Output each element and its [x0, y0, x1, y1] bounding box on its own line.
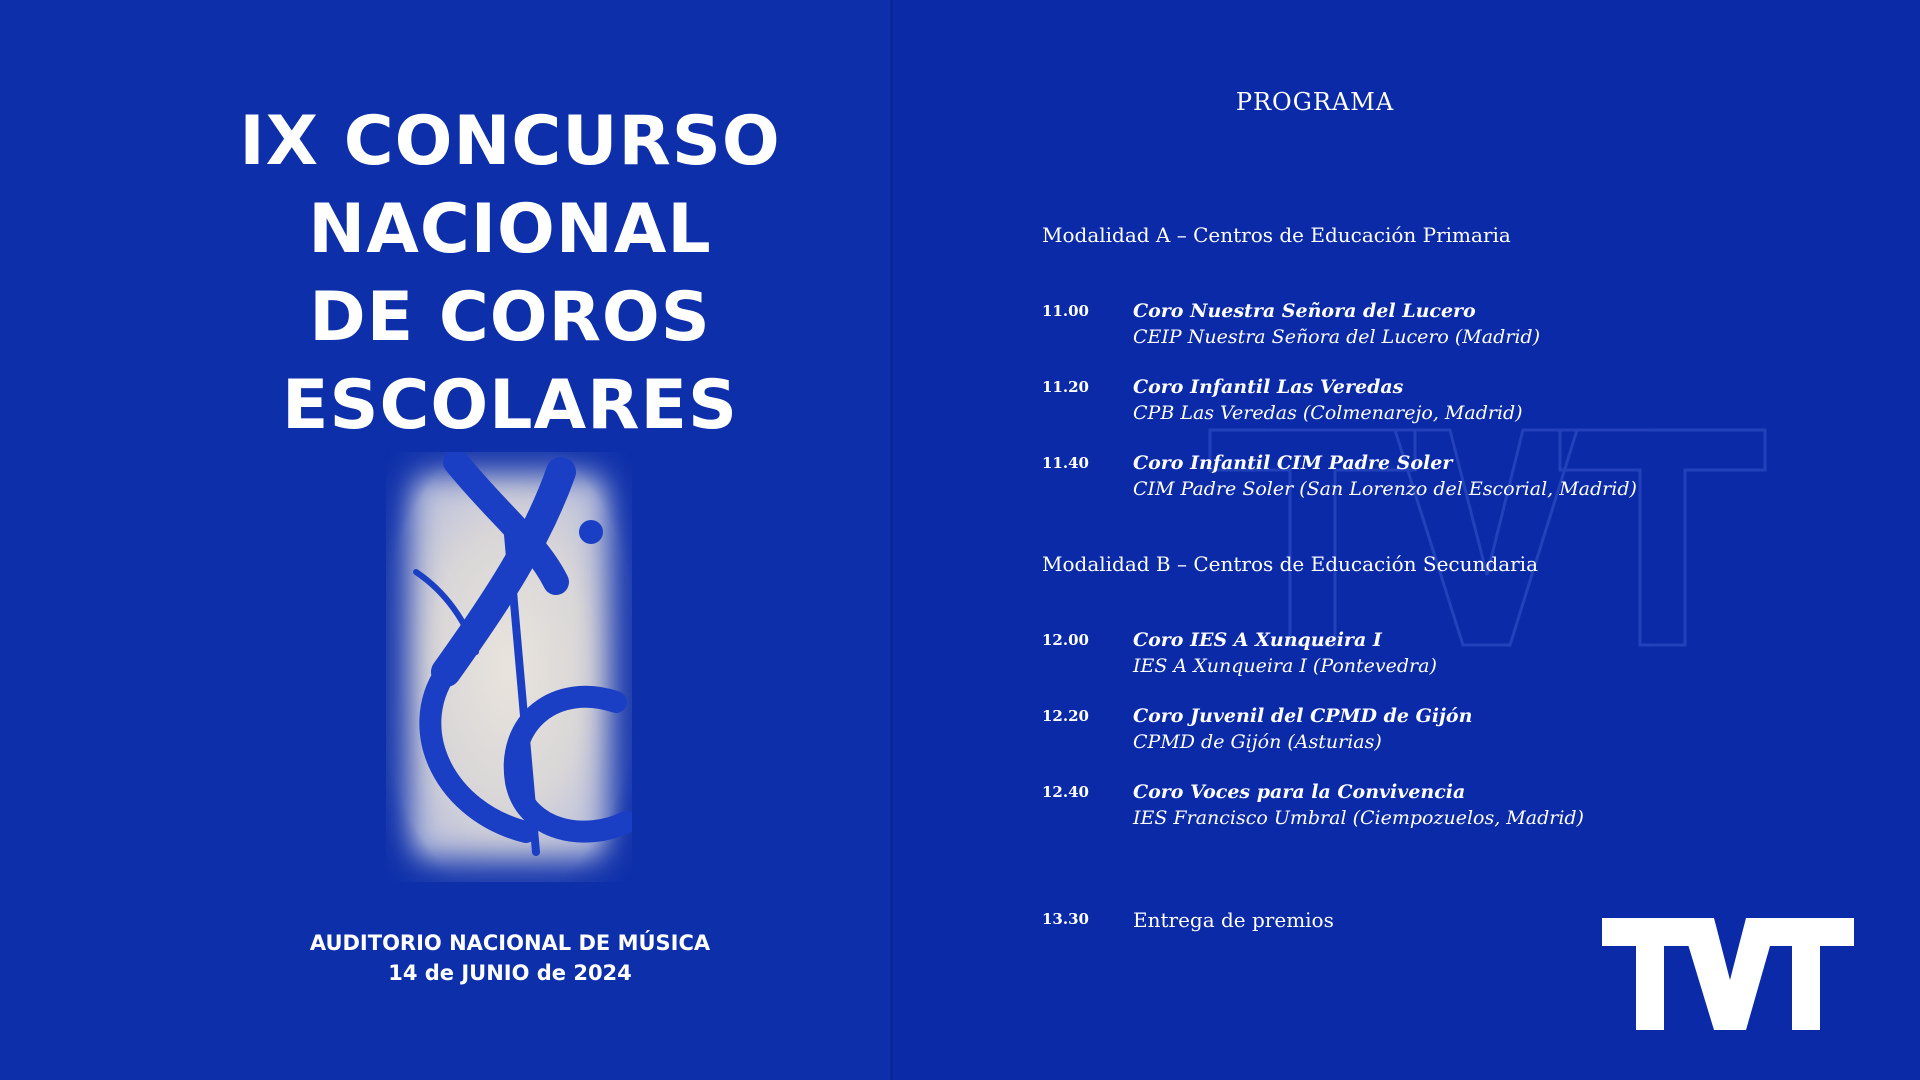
slot-school: IES Francisco Umbral (Ciempozuelos, Madrid) [1133, 807, 1584, 829]
tvt-logo-icon [1602, 918, 1854, 1030]
program-heading: PROGRAMA [1235, 88, 1395, 116]
date-text: 14 de JUNIO de 2024 [388, 961, 632, 985]
venue-text: AUDITORIO NACIONAL DE MÚSICA [309, 931, 711, 955]
slot-time: 12.40 [1042, 783, 1089, 801]
treble-clef-icon [386, 452, 632, 882]
treble-clef-artwork [386, 452, 632, 882]
slot-choir: Coro IES A Xunqueira I [1133, 629, 1382, 651]
poster-title-line: ESCOLARES [282, 366, 738, 445]
awards-time: 13.30 [1042, 910, 1089, 928]
poster-title-line: DE COROS [309, 278, 711, 357]
slot-school: CEIP Nuestra Señora del Lucero (Madrid) [1133, 326, 1540, 348]
slot-school: CPMD de Gijón (Asturias) [1133, 731, 1382, 753]
slot-school: CIM Padre Soler (San Lorenzo del Escorial, Madrid) [1133, 478, 1637, 500]
slot-choir: Coro Juvenil del CPMD de Gijón [1133, 705, 1473, 727]
slot-school: IES A Xunqueira I (Pontevedra) [1133, 655, 1437, 677]
slot-choir: Coro Nuestra Señora del Lucero [1133, 300, 1476, 322]
poster-title-line: IX CONCURSO [239, 102, 781, 181]
poster-title-line: NACIONAL [308, 190, 712, 269]
modalidad-b-heading: Modalidad B – Centros de Educación Secundaria [1042, 552, 1539, 576]
slot-choir: Coro Voces para la Convivencia [1133, 781, 1466, 803]
slot-choir: Coro Infantil CIM Padre Soler [1133, 452, 1453, 474]
slot-time: 12.00 [1042, 631, 1089, 649]
slot-time: 11.00 [1042, 302, 1089, 320]
slot-time: 12.20 [1042, 707, 1089, 725]
slot-school: CPB Las Veredas (Colmenarejo, Madrid) [1133, 402, 1523, 424]
modalidad-a-heading: Modalidad A – Centros de Educación Primaria [1042, 223, 1511, 247]
poster-panel [0, 0, 890, 1080]
poster-title [0, 98, 1020, 450]
slot-choir: Coro Infantil Las Veredas [1133, 376, 1404, 398]
poster-footer [0, 928, 1020, 988]
awards-label: Entrega de premios [1133, 908, 1334, 932]
slot-time: 11.20 [1042, 378, 1089, 396]
slot-time: 11.40 [1042, 454, 1089, 472]
